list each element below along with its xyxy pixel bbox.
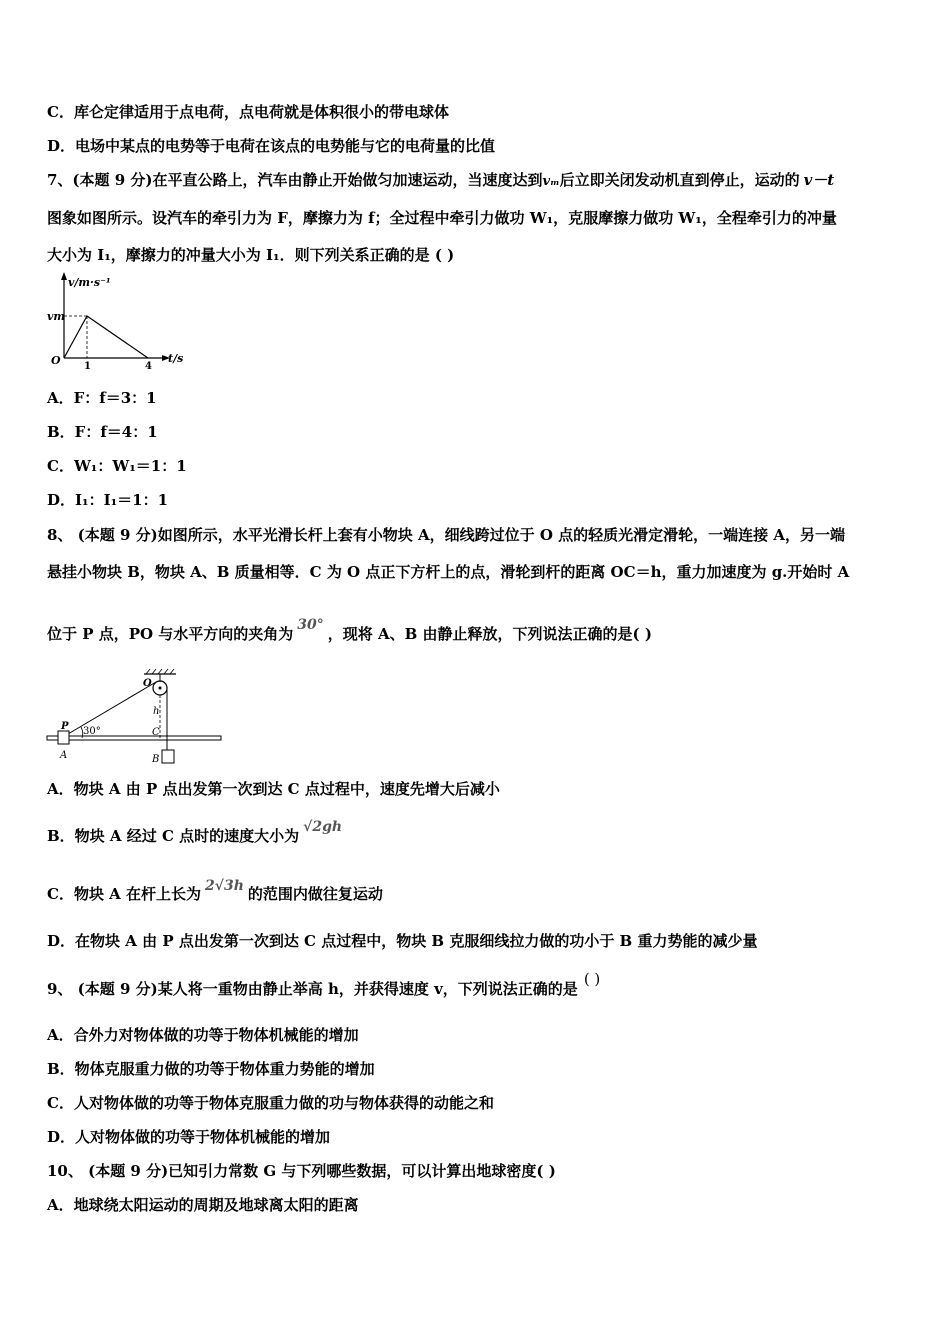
q9-answer-paren: ( ) [583,970,601,988]
q7-stem-line2: 图象如图所示。设汽车的牵引力为 F，摩擦力为 f；全过程中牵引力做功 W₁，克服摩擦力做功 W₁，全程牵引力的冲量 [47,209,837,227]
graph-tick-1: 1 [84,361,91,370]
string-pa [68,682,156,734]
q7-stem-line1 [47,170,834,192]
q8-angle-formula: 30° [297,617,324,633]
block-a [58,731,69,744]
q8-option-d: D．在物块 A 由 P 点出发第一次到达 C 点过程中，物块 B 克服细线拉力做的功小于 B 重力势能的减少量 [47,932,758,950]
label-h: h [153,706,160,717]
label-p: P [61,721,69,732]
label-c: C [152,727,160,738]
graph-ylabel: v/m·s⁻¹ [68,276,111,289]
label-angle: 30° [83,726,101,737]
label-b: B [152,754,160,765]
q7-option-b: B．F：f＝4：1 [47,423,158,441]
q8-stem-line3-a: 位于 P 点，PO 与水平方向的夹角为 [47,625,294,643]
q8-option-c-formula: 2√3h [205,878,244,894]
q7-option-c: C．W₁：W₁＝1：1 [47,457,187,475]
label-o: O [143,678,152,689]
graph-tick-4: 4 [145,361,152,370]
block-b [162,750,174,763]
q10-stem: 10、 (本题 9 分)已知引力常数 G 与下列哪些数据，可以计算出地球密度( ) [47,1162,556,1180]
q9-option-d: D．人对物体做的功等于物体机械能的增加 [47,1128,331,1146]
label-a: A [60,750,68,761]
q8-stem-line3-b: ，现将 A、B 由静止释放，下列说法正确的是( ) [327,625,652,643]
q8-option-b-formula: √2gh [303,819,343,835]
q6-option-c: C．库仑定律适用于点电荷，点电荷就是体积很小的带电球体 [47,103,449,121]
q8-option-b-text: B．物块 A 经过 C 点时的速度大小为 [47,827,300,845]
q7-vt: v－t [803,171,835,189]
q8-option-c-text-b: 的范围内做往复运动 [247,885,383,903]
q7-stem-line3: 大小为 I₁，摩擦力的冲量大小为 I₁．则下列关系正确的是 ( ) [47,246,455,264]
q8-stem-line1: 8、 (本题 9 分)如图所示，水平光滑长杆上套有小物块 A，细线跨过位于 O 点的轻质光滑定滑轮，一端连接 A，另一端 [47,526,845,544]
q9-stem [47,970,601,999]
q8-option-b [47,819,343,847]
q7-stem-line1-a: 7、(本题 9 分)在平直公路上，汽车由静止开始做匀加速运动，当速度达到 [47,171,543,189]
q10-option-a: A．地球绕太阳运动的周期及地球离太阳的距离 [47,1196,359,1214]
q8-option-a: A．物块 A 由 P 点出发第一次到达 C 点过程中，速度先增大后减小 [47,780,500,798]
q7-vm: vₘ [542,174,560,189]
ceiling-hatch [146,669,174,674]
q9-stem-text: 9、 (本题 9 分)某人将一重物由静止举高 h，并获得速度 v，下列说法正确的是 [47,980,578,998]
horizontal-rod [47,736,221,740]
q8-pulley-diagram [44,668,224,768]
pulley-axle [159,687,162,690]
q9-option-a: A．合外力对物体做的功等于物体机械能的增加 [47,1026,359,1044]
q7-vt-graph [44,270,194,370]
graph-vm-label: vm [47,310,66,323]
graph-origin-label: O [51,354,61,367]
y-axis-arrow-icon [61,272,67,280]
q8-option-c [47,878,383,905]
q7-option-a: A．F：f＝3：1 [47,389,157,407]
q8-stem-line3 [47,617,652,645]
q8-option-c-text-a: C．物块 A 在杆上长为 [47,885,202,903]
vt-curve [64,316,148,358]
q6-option-d: D．电场中某点的电势等于电荷在该点的电势能与它的电荷量的比值 [47,137,496,155]
q7-option-d: D．I₁：I₁＝1：1 [47,491,169,509]
q7-stem-line1-b: 后立即关闭发动机直到停止，运动的 [559,171,800,189]
q9-option-c: C．人对物体做的功等于物体克服重力做的功与物体获得的动能之和 [47,1094,494,1112]
graph-xlabel: t/s [168,352,184,365]
q9-option-b: B．物体克服重力做的功等于物体重力势能的增加 [47,1060,375,1078]
q8-stem-line2: 悬挂小物块 B，物块 A、B 质量相等．C 为 O 点正下方杆上的点，滑轮到杆的距离 OC＝h，重力加速度为 g.开始时 A [47,563,850,581]
